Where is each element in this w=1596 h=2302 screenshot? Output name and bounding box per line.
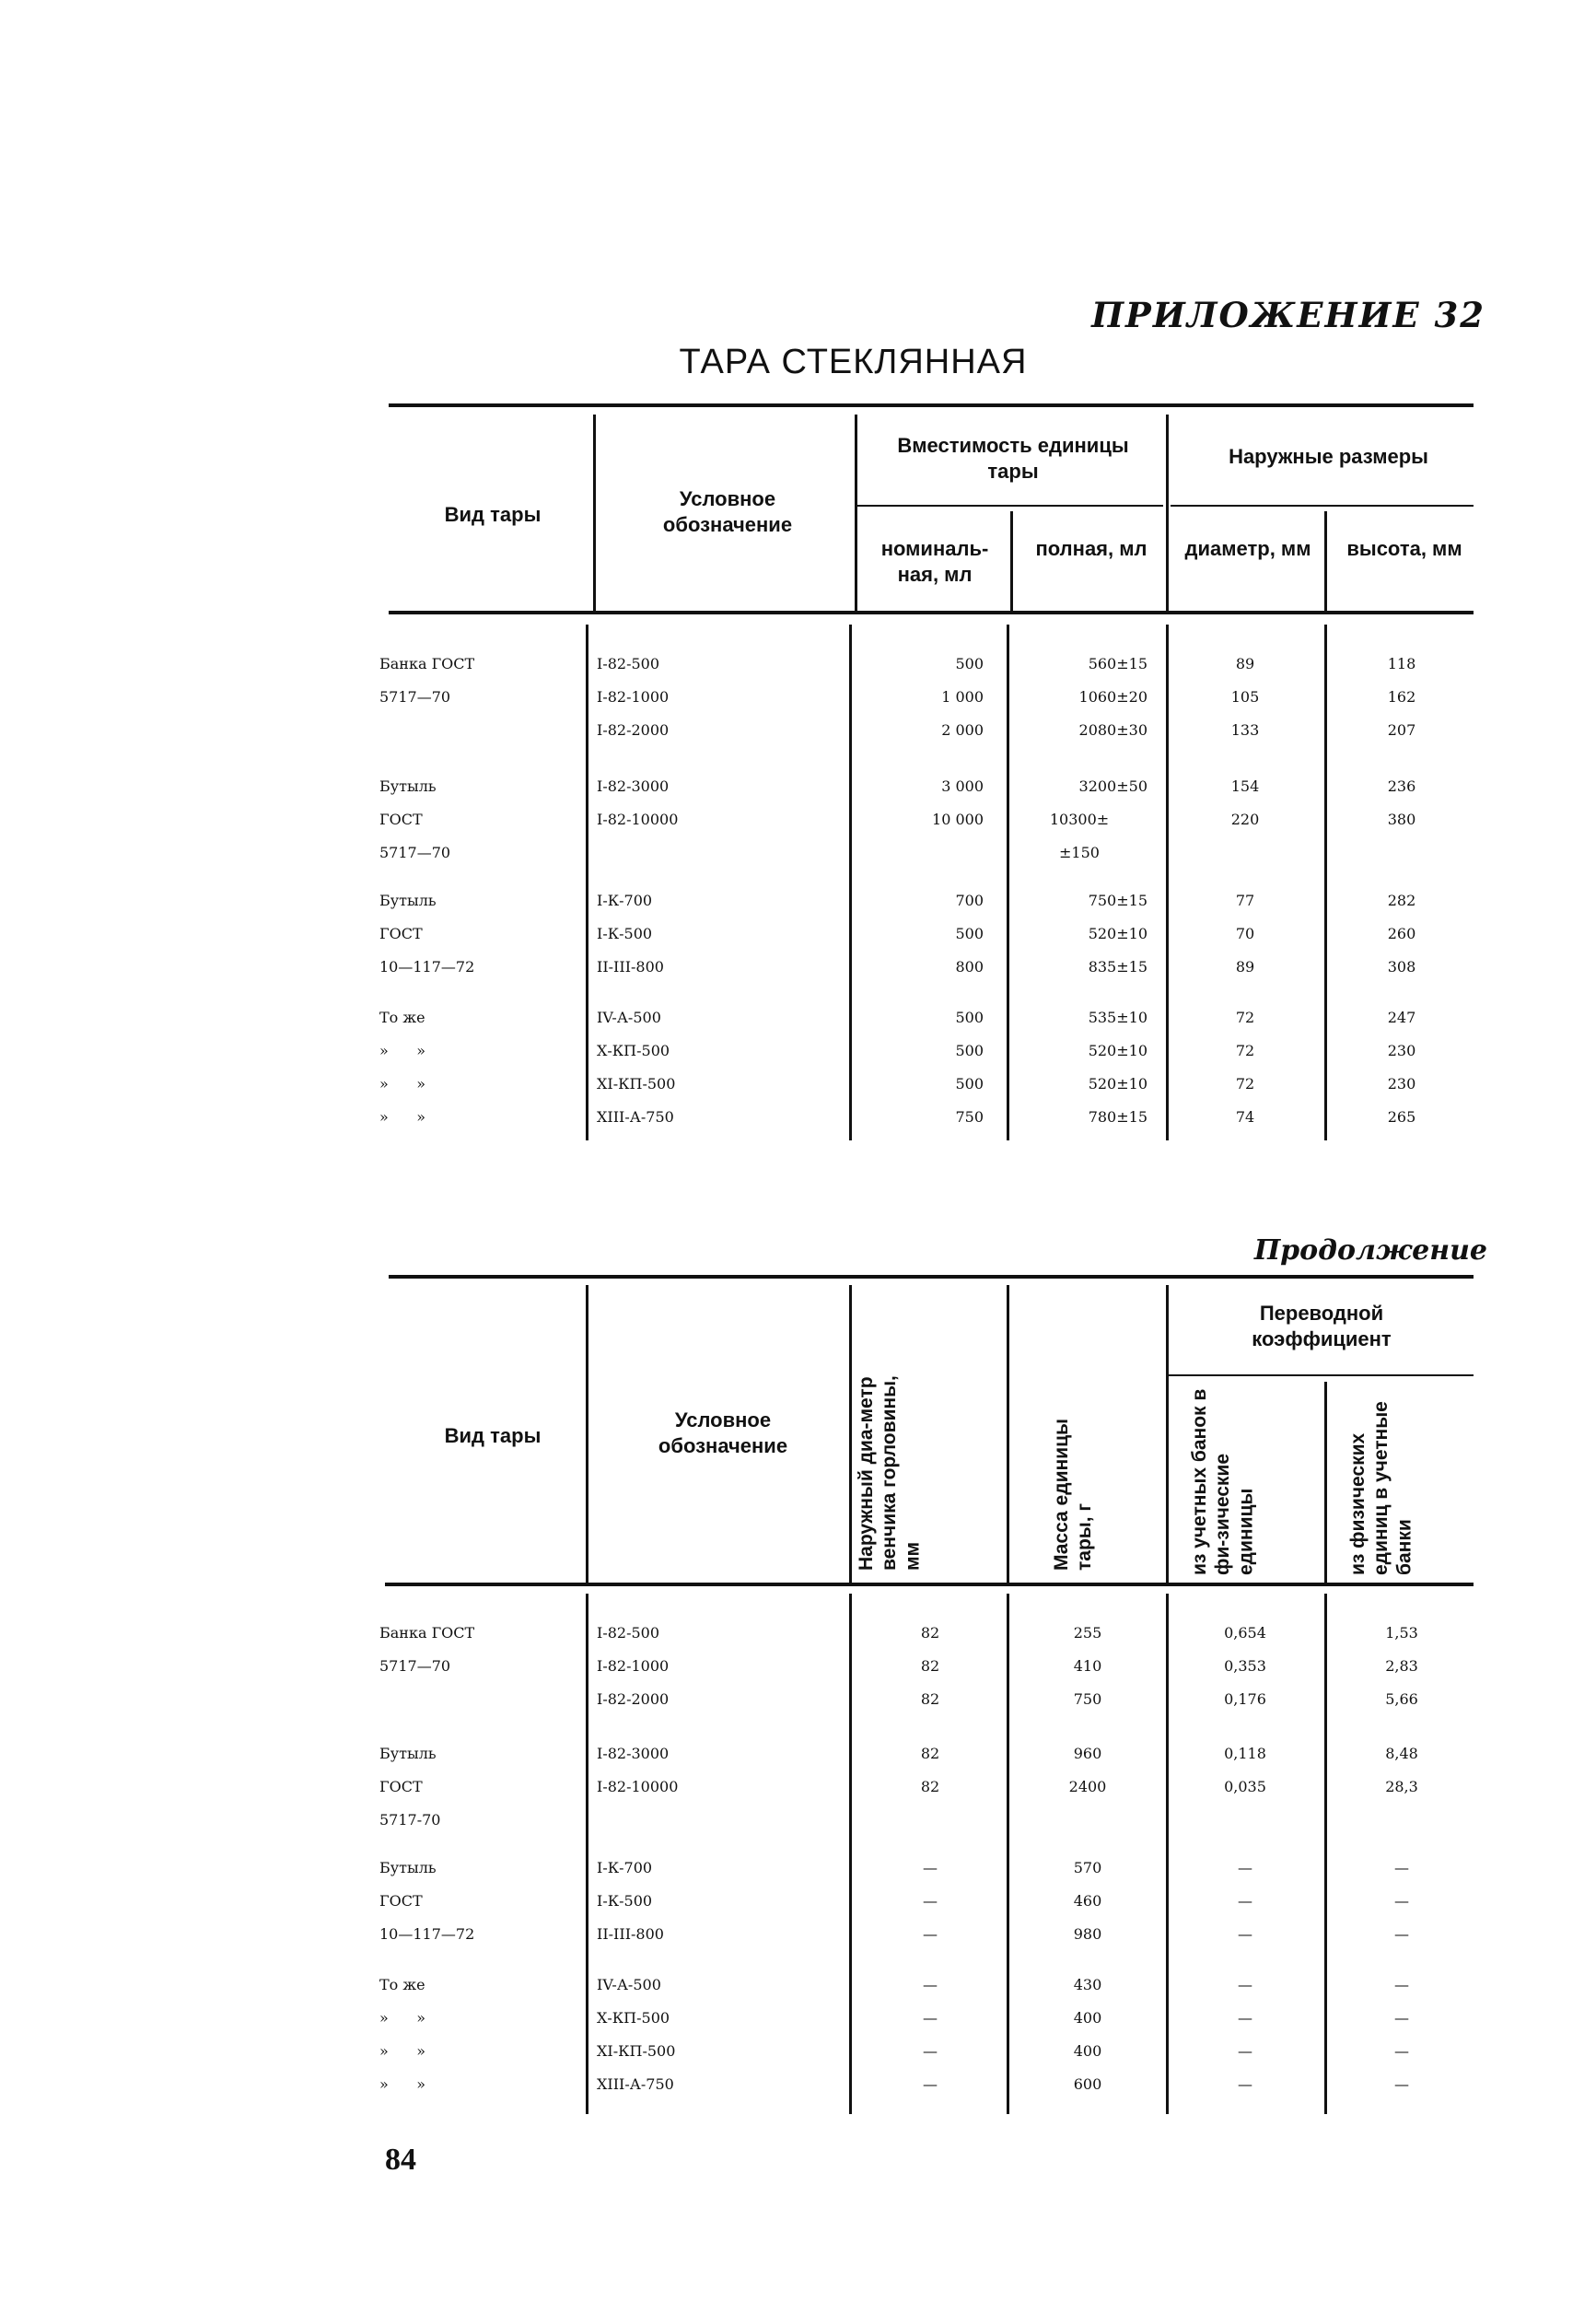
diameter-cell: 133	[1230, 721, 1260, 739]
neck-diameter-cell: 82	[920, 1657, 940, 1675]
coef-to-conditional-cell: 5,66	[1385, 1690, 1418, 1708]
table1-vline	[593, 415, 596, 613]
nominal-capacity-cell: 500	[955, 1009, 984, 1026]
appendix-label: ПРИЛОЖЕНИЕ 32	[1091, 295, 1485, 335]
nominal-capacity-cell: 3 000	[941, 777, 984, 795]
header-type: Вид тары	[444, 503, 542, 526]
nominal-capacity-cell: 700	[955, 892, 984, 909]
nominal-capacity-cell: 1 000	[941, 688, 984, 706]
full-capacity-cell: 1060±20	[1078, 688, 1147, 706]
coef-to-physical-cell: —	[1238, 2009, 1252, 2027]
diameter-cell: 77	[1235, 892, 1255, 909]
nominal-capacity-cell: 2 000	[941, 721, 984, 739]
designation-cell: XIII-А-750	[597, 1108, 674, 1126]
neck-diameter-cell: 82	[920, 1745, 940, 1762]
mass-cell: 410	[1073, 1657, 1102, 1675]
full-capacity-cell: 750±15	[1088, 892, 1147, 909]
container-type-name: То же » » » » » »	[379, 1976, 426, 2093]
coef-to-physical-cell: —	[1238, 2075, 1252, 2093]
nominal-capacity-cell: 500	[955, 1042, 984, 1059]
neck-diameter-cell: 82	[920, 1778, 940, 1795]
mass-cell: 2400	[1068, 1778, 1107, 1795]
full-capacity-cell: 780±15	[1088, 1108, 1147, 1126]
coef-to-physical-cell: 0,654	[1224, 1624, 1266, 1642]
container-type-name: Бутыль ГОСТ 10—117—72	[379, 1859, 475, 1943]
full-capacity-cell: 835±15	[1088, 958, 1147, 976]
diameter-cell: 72	[1235, 1009, 1255, 1026]
coef-to-conditional-cell: —	[1394, 1925, 1409, 1943]
header-type-2: Вид тары	[444, 1424, 542, 1447]
neck-diameter-cell: —	[923, 1976, 938, 1993]
full-capacity-cell: 3200±50	[1078, 777, 1147, 795]
header-to-physical: из учетных банок в фи-зические единицы	[1189, 1388, 1257, 1575]
continuation-label: Продолжение	[1253, 1234, 1487, 1267]
header-coef-group: Переводной коэффициент	[1252, 1302, 1392, 1350]
full-capacity-cell: 520±10	[1088, 1042, 1147, 1059]
table1-body-vline	[1007, 625, 1009, 1140]
table2-header-rule	[385, 1583, 1474, 1586]
designation-cell: I-82-3000	[597, 777, 670, 795]
neck-diameter-cell: —	[923, 1925, 938, 1943]
mass-cell: 600	[1073, 2075, 1102, 2093]
coef-to-conditional-cell: —	[1394, 2042, 1409, 2060]
coef-to-physical-cell: 0,118	[1224, 1745, 1266, 1762]
table1-vline	[1010, 511, 1013, 611]
table1-top-rule	[389, 403, 1474, 407]
height-cell: 265	[1387, 1108, 1416, 1126]
mass-cell: 430	[1073, 1976, 1102, 1993]
height-cell: 380	[1387, 811, 1416, 828]
designation-cell: XI-КП-500	[597, 2042, 676, 2060]
mass-cell: 980	[1073, 1925, 1102, 1943]
neck-diameter-cell: 82	[920, 1690, 940, 1708]
header-full: полная, мл	[1035, 537, 1147, 560]
table2-vline	[586, 1285, 588, 1584]
header-dims-group: Наружные размеры	[1229, 445, 1428, 468]
nominal-capacity-cell: 10 000	[932, 811, 984, 828]
designation-cell: Х-КП-500	[597, 1042, 670, 1059]
coef-to-conditional-cell: —	[1394, 1976, 1409, 1993]
container-type-name: Банка ГОСТ 5717—70	[379, 1624, 475, 1675]
designation-cell: XIII-А-750	[597, 2075, 674, 2093]
diameter-cell: 72	[1235, 1042, 1255, 1059]
table2-top-rule	[389, 1275, 1474, 1279]
table1-body-vline	[1324, 625, 1327, 1140]
table1-body-vline	[849, 625, 852, 1140]
table1-vline	[1324, 511, 1327, 611]
full-capacity-cell: 520±10	[1088, 925, 1147, 942]
table1-vline	[1166, 415, 1169, 613]
designation-cell: I-82-1000	[597, 1657, 670, 1675]
diameter-cell: 220	[1230, 811, 1260, 828]
neck-diameter-cell: 82	[920, 1624, 940, 1642]
designation-cell: I-К-700	[597, 892, 653, 909]
coef-to-physical-cell: 0,353	[1224, 1657, 1266, 1675]
coef-to-physical-cell: 0,176	[1224, 1690, 1266, 1708]
coef-to-physical-cell: —	[1238, 1976, 1252, 1993]
page-number: 84	[385, 2143, 416, 2177]
height-cell: 308	[1387, 958, 1416, 976]
nominal-capacity-cell: 500	[955, 655, 984, 672]
table2-vline	[849, 1285, 852, 1584]
height-cell: 282	[1387, 892, 1416, 909]
coef-to-conditional-cell: 2,83	[1385, 1657, 1418, 1675]
diameter-cell: 105	[1230, 688, 1260, 706]
mass-cell: 570	[1073, 1859, 1102, 1876]
designation-cell: I-82-500	[597, 1624, 660, 1642]
coef-to-physical-cell: —	[1238, 2042, 1252, 2060]
nominal-capacity-cell: 800	[955, 958, 984, 976]
container-type-name: Бутыль ГОСТ 5717-70	[379, 1745, 441, 1829]
height-cell: 230	[1387, 1042, 1416, 1059]
diameter-cell: 89	[1235, 655, 1255, 672]
table2-coef-subrule	[1168, 1374, 1474, 1376]
container-type-name: Бутыль ГОСТ 10—117—72	[379, 892, 475, 976]
mass-cell: 400	[1073, 2009, 1102, 2027]
container-type-name: То же » » » » » »	[379, 1009, 426, 1126]
mass-cell: 400	[1073, 2042, 1102, 2060]
full-capacity-cell: 520±10	[1088, 1075, 1147, 1093]
coef-to-conditional-cell: 28,3	[1385, 1778, 1418, 1795]
header-designation-2: Условное обозначение	[658, 1408, 788, 1457]
table2-body-vline	[1007, 1594, 1009, 2114]
header-to-conditional: из физических единиц в учетные банки	[1347, 1401, 1415, 1575]
neck-diameter-cell: —	[923, 2042, 938, 2060]
full-capacity-cell: 560±15	[1088, 655, 1147, 672]
header-diameter: диаметр, мм	[1184, 537, 1311, 560]
coef-to-conditional-cell: 8,48	[1385, 1745, 1418, 1762]
designation-cell: I-К-700	[597, 1859, 653, 1876]
container-type-name: Банка ГОСТ 5717—70	[379, 655, 475, 706]
neck-diameter-cell: —	[923, 1859, 938, 1876]
full-capacity-cell: 2080±30	[1078, 721, 1147, 739]
table1-dims-subrule	[1171, 505, 1474, 507]
table2-vline	[1324, 1382, 1327, 1583]
designation-cell: I-82-10000	[597, 1778, 679, 1795]
designation-cell: II-III-800	[597, 958, 664, 976]
height-cell: 236	[1387, 777, 1416, 795]
nominal-capacity-cell: 500	[955, 1075, 984, 1093]
nominal-capacity-cell: 750	[955, 1108, 984, 1126]
designation-cell: IV-А-500	[597, 1009, 661, 1026]
designation-cell: I-82-2000	[597, 721, 670, 739]
diameter-cell: 154	[1230, 777, 1260, 795]
container-type-name: Бутыль ГОСТ 5717—70	[379, 777, 451, 861]
coef-to-conditional-cell: —	[1394, 1892, 1409, 1910]
table1-body-vline	[1166, 625, 1169, 1140]
header-height: высота, мм	[1346, 537, 1462, 560]
diameter-cell: 72	[1235, 1075, 1255, 1093]
height-cell: 247	[1387, 1009, 1416, 1026]
mass-cell: 460	[1073, 1892, 1102, 1910]
designation-cell: II-III-800	[597, 1925, 664, 1943]
table1-vline	[855, 415, 857, 613]
neck-diameter-cell: —	[923, 2009, 938, 2027]
full-capacity-cell: 535±10	[1088, 1009, 1147, 1026]
height-cell: 118	[1387, 655, 1416, 672]
height-cell: 260	[1387, 925, 1416, 942]
table2-vline	[1007, 1285, 1009, 1584]
designation-cell: IV-А-500	[597, 1976, 661, 1993]
nominal-capacity-cell: 500	[955, 925, 984, 942]
coef-to-physical-cell: 0,035	[1224, 1778, 1266, 1795]
coef-to-physical-cell: —	[1238, 1925, 1252, 1943]
table2-vline	[1166, 1285, 1169, 1584]
designation-cell: I-82-2000	[597, 1690, 670, 1708]
designation-cell: I-82-1000	[597, 688, 670, 706]
page-title: ТАРА СТЕКЛЯННАЯ	[679, 343, 1028, 381]
coef-to-conditional-cell: —	[1394, 2075, 1409, 2093]
diameter-cell: 70	[1235, 925, 1255, 942]
table2-body-vline	[1166, 1594, 1169, 2114]
coef-to-physical-cell: —	[1238, 1892, 1252, 1910]
header-designation: Условное обозначение	[662, 487, 793, 536]
mass-cell: 960	[1073, 1745, 1102, 1762]
table1-capacity-subrule	[856, 505, 1163, 507]
diameter-cell: 74	[1235, 1108, 1255, 1126]
header-nominal: номиналь-ная, мл	[880, 537, 989, 586]
designation-cell: Х-КП-500	[597, 2009, 670, 2027]
table2-body-vline	[1324, 1594, 1327, 2114]
designation-cell: XI-КП-500	[597, 1075, 676, 1093]
neck-diameter-cell: —	[923, 2075, 938, 2093]
designation-cell: I-82-10000	[597, 811, 679, 828]
header-neck-diameter: Наружный диа-метр венчика горловины, мм	[856, 1375, 924, 1571]
header-capacity-group: Вместимость единицы тары	[897, 434, 1129, 483]
height-cell: 207	[1387, 721, 1416, 739]
designation-cell: I-К-500	[597, 925, 653, 942]
designation-cell: I-82-3000	[597, 1745, 670, 1762]
designation-cell: I-К-500	[597, 1892, 653, 1910]
mass-cell: 750	[1073, 1690, 1102, 1708]
coef-to-conditional-cell: —	[1394, 2009, 1409, 2027]
coef-to-physical-cell: —	[1238, 1859, 1252, 1876]
diameter-cell: 89	[1235, 958, 1255, 976]
neck-diameter-cell: —	[923, 1892, 938, 1910]
table2-body-vline	[849, 1594, 852, 2114]
mass-cell: 255	[1073, 1624, 1102, 1642]
full-capacity-cell: 10300± ±150	[1049, 811, 1110, 861]
designation-cell: I-82-500	[597, 655, 660, 672]
height-cell: 230	[1387, 1075, 1416, 1093]
header-unit-mass: Масса единицы тары, г	[1051, 1419, 1096, 1571]
coef-to-conditional-cell: 1,53	[1385, 1624, 1418, 1642]
coef-to-conditional-cell: —	[1394, 1859, 1409, 1876]
table1-header-rule	[389, 611, 1474, 614]
height-cell: 162	[1387, 688, 1416, 706]
